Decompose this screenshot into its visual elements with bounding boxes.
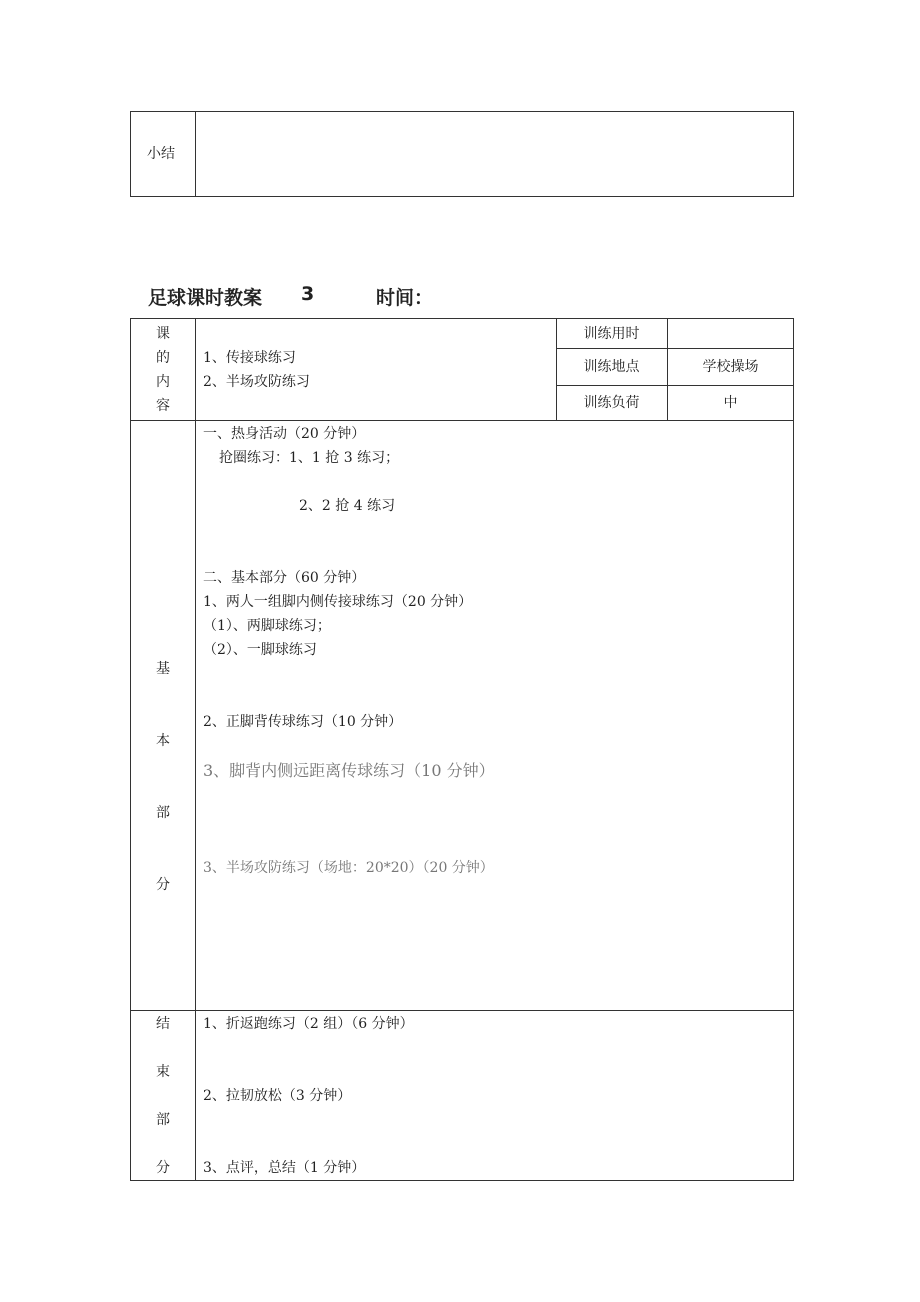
basic-label-char: 基: [156, 661, 170, 677]
half-field-drill: 3、半场攻防练习（场地：20*20）（20 分钟）: [203, 860, 494, 876]
content-label-char: 的: [156, 350, 170, 366]
shuttle-run: 1、折返跑练习（2 组）（6 分钟）: [203, 1016, 414, 1032]
time-label: 时间：: [376, 287, 434, 309]
summary-label: 小结: [147, 146, 175, 162]
end-label-char: 结: [156, 1016, 170, 1032]
field-divider-1: [556, 348, 794, 349]
field-divider-2: [556, 385, 794, 386]
field-label-load: 训练负荷: [583, 395, 640, 411]
long-pass-drill: 3、脚背内侧远距离传球练习（10 分钟）: [203, 761, 495, 780]
pass-drill-a: （1）、两脚球练习；: [203, 618, 331, 634]
pass-drill-b: （2）、一脚球练习: [203, 642, 317, 658]
content-label-char: 容: [156, 398, 170, 414]
content-item: 2、半场攻防练习: [203, 374, 310, 390]
lesson-plan-table: [130, 318, 794, 1181]
lesson-title: 足球课时教案: [148, 287, 263, 309]
label-column-divider: [195, 318, 196, 1181]
content-label-char: 课: [156, 326, 170, 342]
end-label-char: 部: [156, 1112, 170, 1128]
end-label-char: 分: [156, 1160, 170, 1176]
row-divider-content: [130, 420, 794, 421]
field-value-load: 中: [723, 395, 738, 411]
row-divider-basic: [130, 1010, 794, 1011]
review: 3、点评，总结（1 分钟）: [203, 1160, 366, 1176]
basic-label-char: 本: [156, 733, 170, 749]
basic-label-char: 部: [156, 805, 170, 821]
basic-heading: 二、基本部分（60 分钟）: [203, 570, 366, 586]
field-label-duration: 训练用时: [583, 326, 640, 342]
circle-drill-1: 抢圈练习：1、1 抢 3 练习；: [219, 450, 400, 466]
field-value-location: 学校操场: [702, 359, 759, 375]
pass-drill: 1、两人一组脚内侧传接球练习（20 分钟）: [203, 594, 473, 610]
warmup-heading: 一、热身活动（20 分钟）: [203, 426, 366, 442]
summary-divider: [195, 111, 196, 197]
end-label-char: 束: [156, 1064, 170, 1080]
circle-drill-2: 2、2 抢 4 练习: [299, 498, 396, 514]
summary-table: [130, 111, 794, 197]
lesson-number: 3: [301, 283, 315, 305]
content-label-char: 内: [156, 374, 170, 390]
content-item: 1、传接球练习: [203, 350, 296, 366]
basic-label-char: 分: [156, 877, 170, 893]
instep-drill: 2、正脚背传球练习（10 分钟）: [203, 714, 403, 730]
stretch: 2、拉韧放松（3 分钟）: [203, 1088, 352, 1104]
field-label-location: 训练地点: [583, 359, 640, 375]
